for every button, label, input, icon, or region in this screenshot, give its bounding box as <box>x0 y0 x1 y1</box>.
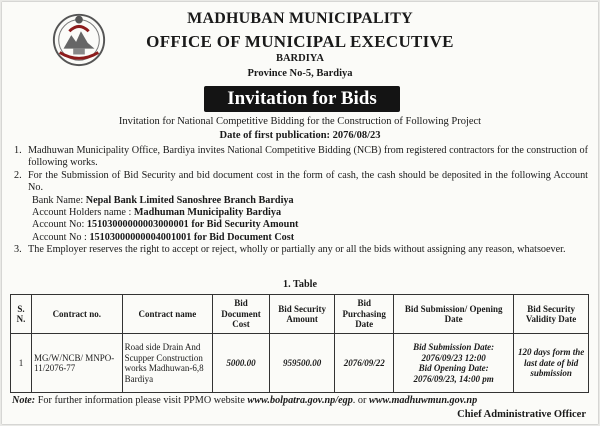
cell-purchase-date: 2076/09/22 <box>335 334 394 393</box>
account-number-label: Account No : <box>32 231 90 243</box>
ppmo-link[interactable]: www.bolpatra.gov.np/egp <box>247 395 353 406</box>
account-holder-value: Madhuman Municipality Bardiya <box>133 207 282 219</box>
cell-validity: 120 days form the last date of bid submission <box>514 334 589 393</box>
account-number-label: Account No: <box>32 219 87 231</box>
account-number-document <box>14 232 588 244</box>
bank-name-line <box>14 195 588 207</box>
cell-sn: 1 <box>11 334 32 393</box>
account-number-value: 15103000000003000001 for Bid Security Amount <box>86 219 299 231</box>
header-contract-name: Contract name <box>122 295 213 334</box>
cell-doc-cost: 5000.00 <box>213 334 270 393</box>
note-label: Note: <box>12 395 36 406</box>
account-holder-label: Account Holders name : <box>32 207 134 219</box>
notice-page <box>2 2 598 424</box>
table-header-row <box>11 295 589 334</box>
province-name: Province No-5, Bardiya <box>247 68 353 79</box>
paragraph-text: For the Submission of Bid Security and bid document cost in the form of cash, the cash should be deposited in the following Account No. <box>28 169 588 194</box>
paragraph-2 <box>14 170 588 195</box>
publication-date: Date of first publication: 2076/08/23 <box>219 130 381 141</box>
signature-title: Chief Administrative Officer <box>457 409 586 420</box>
district-name: BARDIYA <box>275 53 325 64</box>
notice-body <box>14 145 588 257</box>
paragraph-text: Madhuwan Municipality Office, Bardiya invites National Competitive Bidding (NCB) from registered contractors for the construction of following works. <box>28 145 588 169</box>
paragraph-text: The Employer reserves the right to accept or reject, wholly or partially any or all the bids without assigning any reason, whatsoever. <box>28 244 566 256</box>
header-purchase-date: Bid Purchasing Date <box>335 295 394 334</box>
account-number-value: 15103000000004001001 for Bid Document Cost <box>89 231 295 243</box>
paragraph-number: 2. <box>14 169 22 181</box>
bank-name-label: Bank Name: <box>32 194 86 206</box>
bid-table <box>10 294 589 393</box>
opening-date: Bid Opening Date: 2076/09/23, 14:00 pm <box>413 363 494 384</box>
header-submission-date: Bid Submission/ Opening Date <box>394 295 514 334</box>
note-text: For further information please visit PPMO website <box>35 395 248 406</box>
cell-contract-no: MG/W/NCB/ MNPO-11/2076-77 <box>32 334 123 393</box>
paragraph-3 <box>14 244 588 256</box>
cell-security-amount: 959500.00 <box>269 334 334 393</box>
paragraph-1 <box>14 145 588 170</box>
paragraph-number: 1. <box>14 145 22 156</box>
header-sn: S. N. <box>11 295 32 334</box>
header-doc-cost: Bid Document Cost <box>213 295 270 334</box>
header-contract-no: Contract no. <box>32 295 123 334</box>
account-holder-line <box>14 207 588 219</box>
cell-submission-opening <box>394 334 514 393</box>
municipality-name: MADHUBAN MUNICIPALITY <box>187 10 413 27</box>
cell-contract-name: Road side Drain And Scupper Construction works Madhuwan-6,8 Bardiya <box>122 334 213 393</box>
office-name: OFFICE OF MUNICIPAL EXECUTIVE <box>146 32 454 51</box>
footer-note <box>12 395 582 406</box>
note-or: . or <box>352 395 369 406</box>
table-row <box>11 334 589 393</box>
account-number-security <box>14 219 588 231</box>
table-caption: 1. Table <box>283 279 317 290</box>
header-validity-date: Bid Security Validity Date <box>514 295 589 334</box>
invitation-banner: Invitation for Bids <box>204 86 400 112</box>
header-security-amount: Bid Security Amount <box>269 295 334 334</box>
submission-date: Bid Submission Date: 2076/09/23 12:00 <box>413 342 495 363</box>
paragraph-number: 3. <box>14 244 22 256</box>
bank-name-value: Nepal Bank Limited Sanoshree Branch Bardiya <box>85 194 294 206</box>
municipality-link[interactable]: www.madhuwmun.gov.np <box>368 395 478 406</box>
notice-subtitle: Invitation for National Competitive Bidding for the Construction of Following Project <box>118 116 482 127</box>
